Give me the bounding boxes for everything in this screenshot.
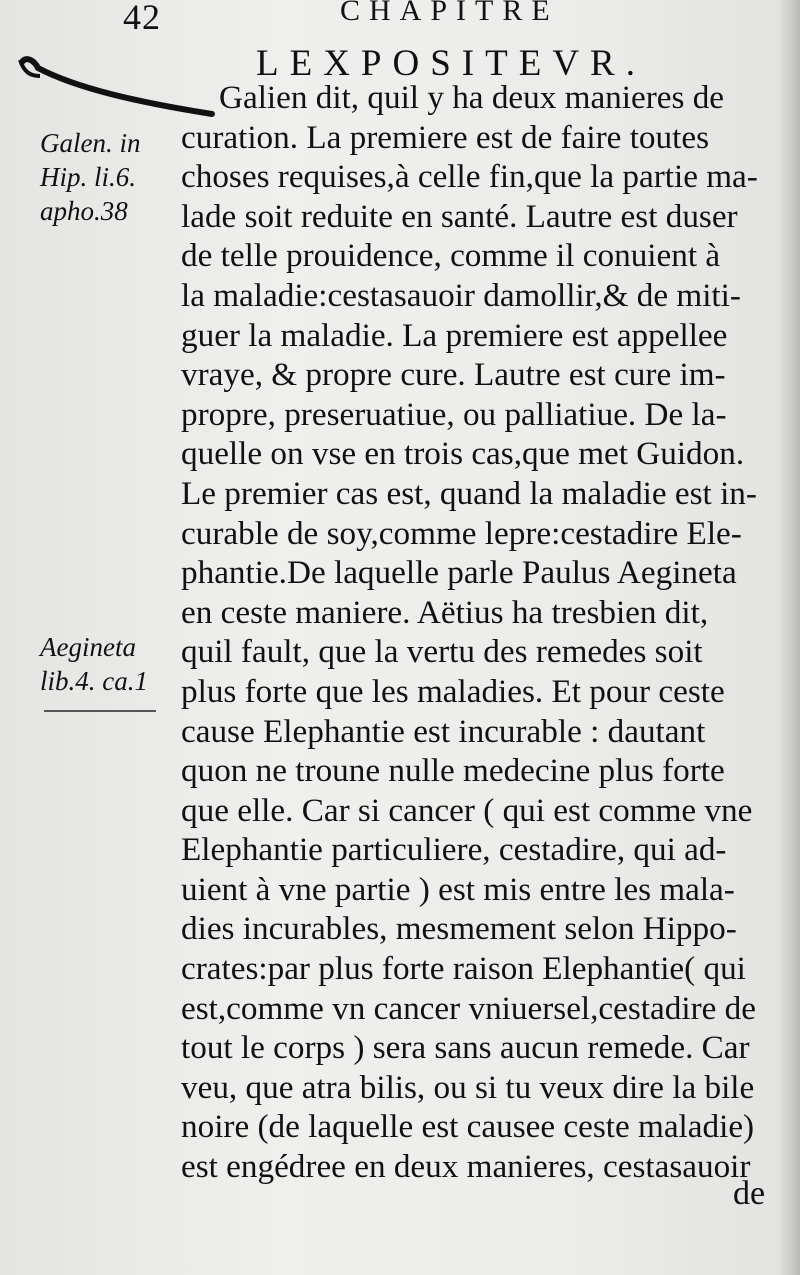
page-number: 42 xyxy=(123,0,161,37)
margin-note-line: Aegineta xyxy=(40,632,136,662)
margin-note-galen xyxy=(40,126,141,228)
text-line: quil fault, que la vertu des remedes soit xyxy=(181,633,703,671)
text-line: est engédree en deux manieres, cestasauoir xyxy=(181,1148,751,1186)
text-line: choses requises,à celle fin,que la partie ma- xyxy=(181,158,758,196)
section-title: LEXPOSITEVR. xyxy=(256,43,646,84)
text-line: noire (de laquelle est causee ceste maladie) xyxy=(181,1108,755,1146)
text-line: guer la maladie. La premiere est appellee xyxy=(181,316,728,354)
text-line: uient à vne partie ) est mis entre les mala- xyxy=(181,870,735,908)
text-line: que elle. Car si cancer ( qui est comme vne xyxy=(181,791,753,829)
text-line: vraye, & propre cure. Lautre est cure im- xyxy=(181,356,726,394)
text-line: cause Elephantie est incurable : dautant xyxy=(181,712,706,750)
text-line: la maladie:cestasauoir damollir,& de miti- xyxy=(181,276,741,314)
text-line: Elephantie particuliere, cestadire, qui ad- xyxy=(181,831,727,869)
text-line: veu, que atra bilis, ou si tu veux dire la bile xyxy=(181,1068,755,1106)
text-line: Galien dit, quil y ha deux manieres de xyxy=(219,79,725,116)
margin-note-line: Galen. in xyxy=(40,128,141,158)
margin-note-aegineta xyxy=(40,630,148,698)
margin-divider xyxy=(44,710,156,712)
body-text xyxy=(181,78,771,1187)
text-line: dies incurables, mesmement selon Hippo- xyxy=(181,910,737,948)
margin-note-line: lib.4. ca.1 xyxy=(40,666,148,696)
text-line: propre, preseruatiue, ou palliatiue. De la- xyxy=(181,395,727,433)
text-line: quelle on vse en trois cas,que met Guidon. xyxy=(181,435,745,473)
text-line: curable de soy,comme lepre:cestadire Ele- xyxy=(181,514,742,552)
text-line: quon ne troune nulle medecine plus forte xyxy=(181,752,725,790)
text-line: tout le corps ) sera sans aucun remede. Car xyxy=(181,1029,750,1067)
text-line: phantie.De laquelle parle Paulus Aegineta xyxy=(181,554,737,592)
margin-note-line: Hip. li.6. xyxy=(40,162,137,192)
running-head: CHAPITRE xyxy=(340,0,559,27)
margin-note-line: apho.38 xyxy=(40,196,128,226)
text-line: plus forte que les maladies. Et pour ceste xyxy=(181,672,725,710)
page-edge-shadow xyxy=(778,0,800,1275)
catchword: de xyxy=(733,1175,766,1212)
text-line: en ceste maniere. Aëtius ha tresbien dit, xyxy=(181,593,709,631)
text-line: curation. La premiere est de faire toutes xyxy=(181,118,709,156)
text-line: crates:par plus forte raison Elephantie( qui xyxy=(181,950,746,988)
text-line: Le premier cas est, quand la maladie est in- xyxy=(181,474,757,512)
text-line: est,comme vn cancer vniuersel,cestadire de xyxy=(181,989,756,1027)
text-line: lade soit reduite en santé. Lautre est duser xyxy=(181,197,738,235)
text-line: de telle prouidence, comme il conuient à xyxy=(181,237,721,275)
